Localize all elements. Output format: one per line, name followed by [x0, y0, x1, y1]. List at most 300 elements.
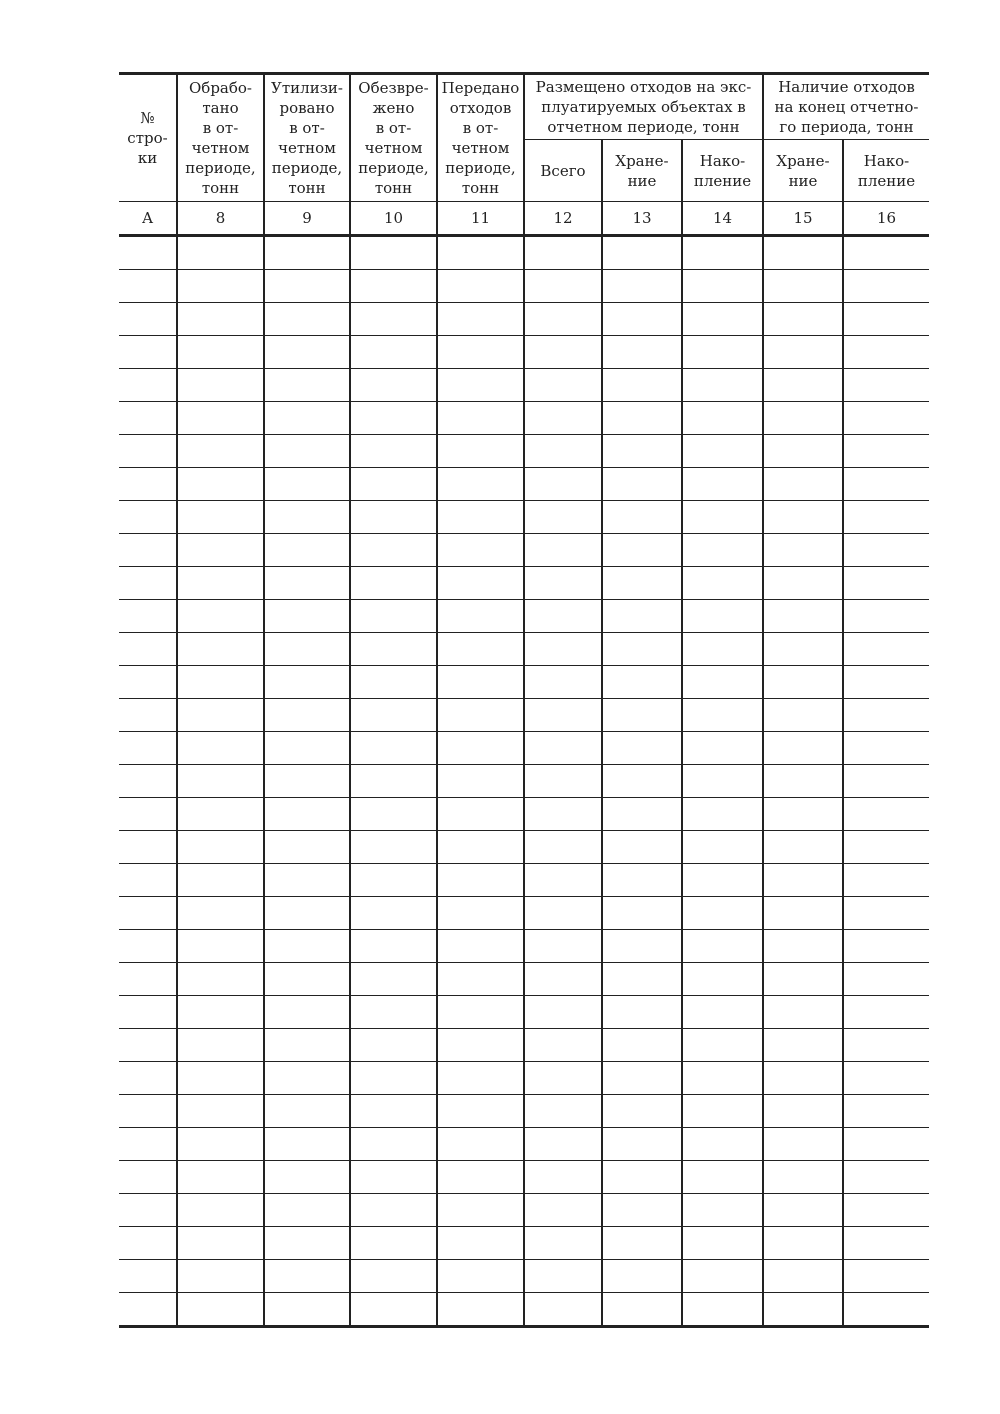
table-cell[interactable] [437, 1194, 524, 1227]
table-cell[interactable] [602, 567, 682, 600]
table-cell[interactable] [524, 501, 602, 534]
table-cell[interactable] [264, 963, 350, 996]
table-cell[interactable] [177, 798, 264, 831]
table-cell[interactable] [437, 1260, 524, 1293]
table-cell[interactable] [602, 1293, 682, 1327]
table-cell[interactable] [763, 1062, 843, 1095]
table-cell[interactable] [119, 798, 177, 831]
table-cell[interactable] [437, 1227, 524, 1260]
table-cell[interactable] [350, 336, 437, 369]
table-cell[interactable] [350, 236, 437, 270]
table-cell[interactable] [119, 732, 177, 765]
table-cell[interactable] [763, 435, 843, 468]
table-cell[interactable] [437, 567, 524, 600]
table-cell[interactable] [763, 666, 843, 699]
table-cell[interactable] [602, 1260, 682, 1293]
table-cell[interactable] [682, 864, 763, 897]
table-cell[interactable] [119, 633, 177, 666]
table-cell[interactable] [763, 336, 843, 369]
table-cell[interactable] [682, 831, 763, 864]
table-cell[interactable] [177, 897, 264, 930]
table-cell[interactable] [264, 1260, 350, 1293]
table-cell[interactable] [763, 897, 843, 930]
table-cell[interactable] [437, 402, 524, 435]
table-cell[interactable] [843, 236, 929, 270]
table-cell[interactable] [763, 1260, 843, 1293]
table-cell[interactable] [119, 699, 177, 732]
table-cell[interactable] [763, 369, 843, 402]
table-cell[interactable] [602, 996, 682, 1029]
table-cell[interactable] [682, 435, 763, 468]
table-cell[interactable] [264, 633, 350, 666]
table-cell[interactable] [843, 666, 929, 699]
table-cell[interactable] [682, 666, 763, 699]
table-cell[interactable] [843, 864, 929, 897]
table-cell[interactable] [843, 501, 929, 534]
table-cell[interactable] [350, 864, 437, 897]
table-cell[interactable] [682, 930, 763, 963]
table-cell[interactable] [177, 402, 264, 435]
table-cell[interactable] [350, 831, 437, 864]
table-cell[interactable] [264, 897, 350, 930]
table-cell[interactable] [264, 864, 350, 897]
table-cell[interactable] [350, 270, 437, 303]
table-cell[interactable] [119, 468, 177, 501]
table-cell[interactable] [264, 501, 350, 534]
table-cell[interactable] [177, 534, 264, 567]
table-cell[interactable] [682, 699, 763, 732]
table-cell[interactable] [602, 864, 682, 897]
table-cell[interactable] [843, 402, 929, 435]
table-cell[interactable] [350, 633, 437, 666]
table-cell[interactable] [602, 666, 682, 699]
table-cell[interactable] [602, 336, 682, 369]
table-cell[interactable] [264, 534, 350, 567]
table-cell[interactable] [119, 1293, 177, 1327]
table-cell[interactable] [264, 369, 350, 402]
table-cell[interactable] [682, 1194, 763, 1227]
table-cell[interactable] [437, 864, 524, 897]
table-cell[interactable] [264, 270, 350, 303]
table-cell[interactable] [602, 270, 682, 303]
table-cell[interactable] [763, 468, 843, 501]
table-cell[interactable] [682, 1227, 763, 1260]
table-cell[interactable] [763, 864, 843, 897]
table-cell[interactable] [602, 699, 682, 732]
table-cell[interactable] [682, 765, 763, 798]
table-cell[interactable] [350, 1260, 437, 1293]
table-cell[interactable] [350, 732, 437, 765]
table-cell[interactable] [177, 1293, 264, 1327]
table-cell[interactable] [350, 600, 437, 633]
table-cell[interactable] [843, 1128, 929, 1161]
table-cell[interactable] [843, 1260, 929, 1293]
table-cell[interactable] [682, 1128, 763, 1161]
table-cell[interactable] [524, 996, 602, 1029]
table-cell[interactable] [177, 732, 264, 765]
table-cell[interactable] [437, 303, 524, 336]
table-cell[interactable] [437, 270, 524, 303]
table-cell[interactable] [843, 765, 929, 798]
table-cell[interactable] [602, 534, 682, 567]
table-cell[interactable] [437, 732, 524, 765]
table-cell[interactable] [350, 369, 437, 402]
table-cell[interactable] [602, 369, 682, 402]
table-cell[interactable] [602, 831, 682, 864]
table-cell[interactable] [843, 699, 929, 732]
table-cell[interactable] [682, 963, 763, 996]
table-cell[interactable] [177, 1161, 264, 1194]
table-cell[interactable] [682, 236, 763, 270]
table-cell[interactable] [264, 666, 350, 699]
table-cell[interactable] [763, 402, 843, 435]
table-cell[interactable] [350, 666, 437, 699]
table-cell[interactable] [524, 369, 602, 402]
table-cell[interactable] [843, 831, 929, 864]
table-cell[interactable] [177, 1227, 264, 1260]
table-cell[interactable] [177, 270, 264, 303]
table-cell[interactable] [177, 435, 264, 468]
table-cell[interactable] [843, 897, 929, 930]
table-cell[interactable] [119, 336, 177, 369]
table-cell[interactable] [602, 732, 682, 765]
table-cell[interactable] [763, 236, 843, 270]
table-cell[interactable] [119, 765, 177, 798]
table-cell[interactable] [264, 798, 350, 831]
table-cell[interactable] [763, 270, 843, 303]
table-cell[interactable] [264, 996, 350, 1029]
table-cell[interactable] [843, 567, 929, 600]
table-cell[interactable] [524, 236, 602, 270]
table-cell[interactable] [682, 798, 763, 831]
table-cell[interactable] [524, 468, 602, 501]
table-cell[interactable] [843, 633, 929, 666]
table-cell[interactable] [119, 996, 177, 1029]
table-cell[interactable] [177, 666, 264, 699]
table-cell[interactable] [264, 402, 350, 435]
table-cell[interactable] [682, 303, 763, 336]
table-cell[interactable] [763, 930, 843, 963]
table-cell[interactable] [763, 1194, 843, 1227]
table-cell[interactable] [264, 336, 350, 369]
table-cell[interactable] [843, 468, 929, 501]
table-cell[interactable] [119, 236, 177, 270]
table-cell[interactable] [437, 831, 524, 864]
table-cell[interactable] [264, 732, 350, 765]
table-cell[interactable] [682, 1161, 763, 1194]
table-cell[interactable] [524, 336, 602, 369]
table-cell[interactable] [350, 963, 437, 996]
table-cell[interactable] [843, 1029, 929, 1062]
table-cell[interactable] [524, 534, 602, 567]
table-cell[interactable] [119, 369, 177, 402]
table-cell[interactable] [177, 633, 264, 666]
table-cell[interactable] [763, 699, 843, 732]
table-cell[interactable] [119, 1260, 177, 1293]
table-cell[interactable] [350, 1062, 437, 1095]
table-cell[interactable] [682, 633, 763, 666]
table-cell[interactable] [524, 666, 602, 699]
table-cell[interactable] [682, 732, 763, 765]
table-cell[interactable] [524, 732, 602, 765]
table-cell[interactable] [763, 1128, 843, 1161]
table-cell[interactable] [843, 600, 929, 633]
table-cell[interactable] [524, 303, 602, 336]
table-cell[interactable] [264, 303, 350, 336]
table-cell[interactable] [119, 600, 177, 633]
table-cell[interactable] [119, 435, 177, 468]
table-cell[interactable] [119, 270, 177, 303]
table-cell[interactable] [437, 369, 524, 402]
table-cell[interactable] [119, 1161, 177, 1194]
table-cell[interactable] [843, 732, 929, 765]
table-cell[interactable] [437, 501, 524, 534]
table-cell[interactable] [843, 534, 929, 567]
table-cell[interactable] [763, 963, 843, 996]
table-cell[interactable] [843, 1062, 929, 1095]
table-cell[interactable] [350, 1095, 437, 1128]
table-cell[interactable] [524, 963, 602, 996]
table-cell[interactable] [763, 1161, 843, 1194]
table-cell[interactable] [264, 468, 350, 501]
table-cell[interactable] [119, 666, 177, 699]
table-cell[interactable] [350, 1227, 437, 1260]
table-cell[interactable] [682, 996, 763, 1029]
table-cell[interactable] [177, 468, 264, 501]
table-cell[interactable] [119, 1062, 177, 1095]
table-cell[interactable] [437, 897, 524, 930]
table-cell[interactable] [177, 336, 264, 369]
table-cell[interactable] [843, 1194, 929, 1227]
table-cell[interactable] [682, 1062, 763, 1095]
table-cell[interactable] [682, 369, 763, 402]
table-cell[interactable] [264, 600, 350, 633]
table-cell[interactable] [119, 1194, 177, 1227]
table-cell[interactable] [602, 303, 682, 336]
table-cell[interactable] [524, 567, 602, 600]
table-cell[interactable] [119, 963, 177, 996]
table-cell[interactable] [350, 1194, 437, 1227]
table-cell[interactable] [843, 1227, 929, 1260]
table-cell[interactable] [350, 897, 437, 930]
table-cell[interactable] [524, 1194, 602, 1227]
table-cell[interactable] [524, 897, 602, 930]
table-cell[interactable] [350, 930, 437, 963]
table-cell[interactable] [437, 666, 524, 699]
table-cell[interactable] [437, 1128, 524, 1161]
table-cell[interactable] [843, 303, 929, 336]
table-cell[interactable] [350, 699, 437, 732]
table-cell[interactable] [177, 501, 264, 534]
table-cell[interactable] [524, 798, 602, 831]
table-cell[interactable] [524, 1260, 602, 1293]
table-cell[interactable] [119, 1227, 177, 1260]
table-cell[interactable] [437, 633, 524, 666]
table-cell[interactable] [843, 996, 929, 1029]
table-cell[interactable] [264, 831, 350, 864]
table-cell[interactable] [264, 1293, 350, 1327]
table-cell[interactable] [602, 1161, 682, 1194]
table-cell[interactable] [602, 1128, 682, 1161]
table-cell[interactable] [602, 1194, 682, 1227]
table-cell[interactable] [350, 468, 437, 501]
table-cell[interactable] [264, 236, 350, 270]
table-cell[interactable] [524, 930, 602, 963]
table-cell[interactable] [763, 1293, 843, 1327]
table-cell[interactable] [264, 765, 350, 798]
table-cell[interactable] [682, 501, 763, 534]
table-cell[interactable] [524, 1029, 602, 1062]
table-cell[interactable] [264, 1161, 350, 1194]
table-cell[interactable] [682, 270, 763, 303]
table-cell[interactable] [682, 567, 763, 600]
table-cell[interactable] [524, 1227, 602, 1260]
table-cell[interactable] [177, 567, 264, 600]
table-cell[interactable] [437, 1293, 524, 1327]
table-cell[interactable] [682, 1293, 763, 1327]
table-cell[interactable] [524, 765, 602, 798]
table-cell[interactable] [177, 699, 264, 732]
table-cell[interactable] [524, 600, 602, 633]
table-cell[interactable] [177, 1029, 264, 1062]
table-cell[interactable] [524, 831, 602, 864]
table-cell[interactable] [682, 336, 763, 369]
table-cell[interactable] [119, 303, 177, 336]
table-cell[interactable] [682, 468, 763, 501]
table-cell[interactable] [119, 831, 177, 864]
table-cell[interactable] [682, 402, 763, 435]
table-cell[interactable] [437, 435, 524, 468]
table-cell[interactable] [524, 1161, 602, 1194]
table-cell[interactable] [843, 1095, 929, 1128]
table-cell[interactable] [437, 996, 524, 1029]
table-cell[interactable] [177, 996, 264, 1029]
table-cell[interactable] [763, 633, 843, 666]
table-cell[interactable] [602, 1095, 682, 1128]
table-cell[interactable] [682, 1260, 763, 1293]
table-cell[interactable] [524, 1095, 602, 1128]
table-cell[interactable] [119, 930, 177, 963]
table-cell[interactable] [264, 567, 350, 600]
table-cell[interactable] [119, 864, 177, 897]
table-cell[interactable] [602, 1227, 682, 1260]
table-cell[interactable] [437, 600, 524, 633]
table-cell[interactable] [119, 501, 177, 534]
table-cell[interactable] [682, 1095, 763, 1128]
table-cell[interactable] [524, 633, 602, 666]
table-cell[interactable] [763, 1095, 843, 1128]
table-cell[interactable] [763, 996, 843, 1029]
table-cell[interactable] [177, 369, 264, 402]
table-cell[interactable] [119, 534, 177, 567]
table-cell[interactable] [350, 765, 437, 798]
table-cell[interactable] [177, 1095, 264, 1128]
table-cell[interactable] [602, 963, 682, 996]
table-cell[interactable] [119, 1128, 177, 1161]
table-cell[interactable] [437, 963, 524, 996]
table-cell[interactable] [602, 600, 682, 633]
table-cell[interactable] [602, 798, 682, 831]
table-cell[interactable] [350, 1293, 437, 1327]
table-cell[interactable] [843, 1161, 929, 1194]
table-cell[interactable] [119, 567, 177, 600]
table-cell[interactable] [602, 765, 682, 798]
table-cell[interactable] [843, 369, 929, 402]
table-cell[interactable] [524, 435, 602, 468]
table-cell[interactable] [763, 303, 843, 336]
table-cell[interactable] [843, 1293, 929, 1327]
table-cell[interactable] [843, 435, 929, 468]
table-cell[interactable] [602, 930, 682, 963]
table-cell[interactable] [350, 435, 437, 468]
table-cell[interactable] [177, 963, 264, 996]
table-cell[interactable] [350, 402, 437, 435]
table-cell[interactable] [763, 534, 843, 567]
table-cell[interactable] [264, 1227, 350, 1260]
table-cell[interactable] [350, 1128, 437, 1161]
table-cell[interactable] [350, 798, 437, 831]
table-cell[interactable] [763, 567, 843, 600]
table-cell[interactable] [264, 435, 350, 468]
table-cell[interactable] [177, 1260, 264, 1293]
table-cell[interactable] [350, 1161, 437, 1194]
table-cell[interactable] [843, 798, 929, 831]
table-cell[interactable] [264, 1194, 350, 1227]
table-cell[interactable] [177, 236, 264, 270]
table-cell[interactable] [763, 798, 843, 831]
table-cell[interactable] [602, 468, 682, 501]
table-cell[interactable] [119, 1095, 177, 1128]
table-cell[interactable] [437, 236, 524, 270]
table-cell[interactable] [843, 336, 929, 369]
table-cell[interactable] [437, 1029, 524, 1062]
table-cell[interactable] [682, 897, 763, 930]
table-cell[interactable] [763, 765, 843, 798]
table-cell[interactable] [119, 897, 177, 930]
table-cell[interactable] [843, 270, 929, 303]
table-cell[interactable] [119, 1029, 177, 1062]
table-cell[interactable] [763, 1227, 843, 1260]
table-cell[interactable] [350, 303, 437, 336]
table-cell[interactable] [524, 270, 602, 303]
table-cell[interactable] [602, 435, 682, 468]
table-cell[interactable] [264, 699, 350, 732]
table-cell[interactable] [682, 600, 763, 633]
table-cell[interactable] [763, 831, 843, 864]
table-cell[interactable] [177, 1128, 264, 1161]
table-cell[interactable] [177, 600, 264, 633]
table-cell[interactable] [763, 600, 843, 633]
table-cell[interactable] [843, 963, 929, 996]
table-cell[interactable] [177, 930, 264, 963]
table-cell[interactable] [763, 1029, 843, 1062]
table-cell[interactable] [177, 831, 264, 864]
table-cell[interactable] [763, 732, 843, 765]
table-cell[interactable] [682, 1029, 763, 1062]
table-cell[interactable] [602, 236, 682, 270]
table-cell[interactable] [602, 501, 682, 534]
table-cell[interactable] [264, 1095, 350, 1128]
table-cell[interactable] [437, 534, 524, 567]
table-cell[interactable] [437, 1062, 524, 1095]
table-cell[interactable] [350, 501, 437, 534]
table-cell[interactable] [177, 1194, 264, 1227]
table-cell[interactable] [602, 1029, 682, 1062]
table-cell[interactable] [437, 336, 524, 369]
table-cell[interactable] [177, 765, 264, 798]
table-cell[interactable] [119, 402, 177, 435]
table-cell[interactable] [437, 1161, 524, 1194]
